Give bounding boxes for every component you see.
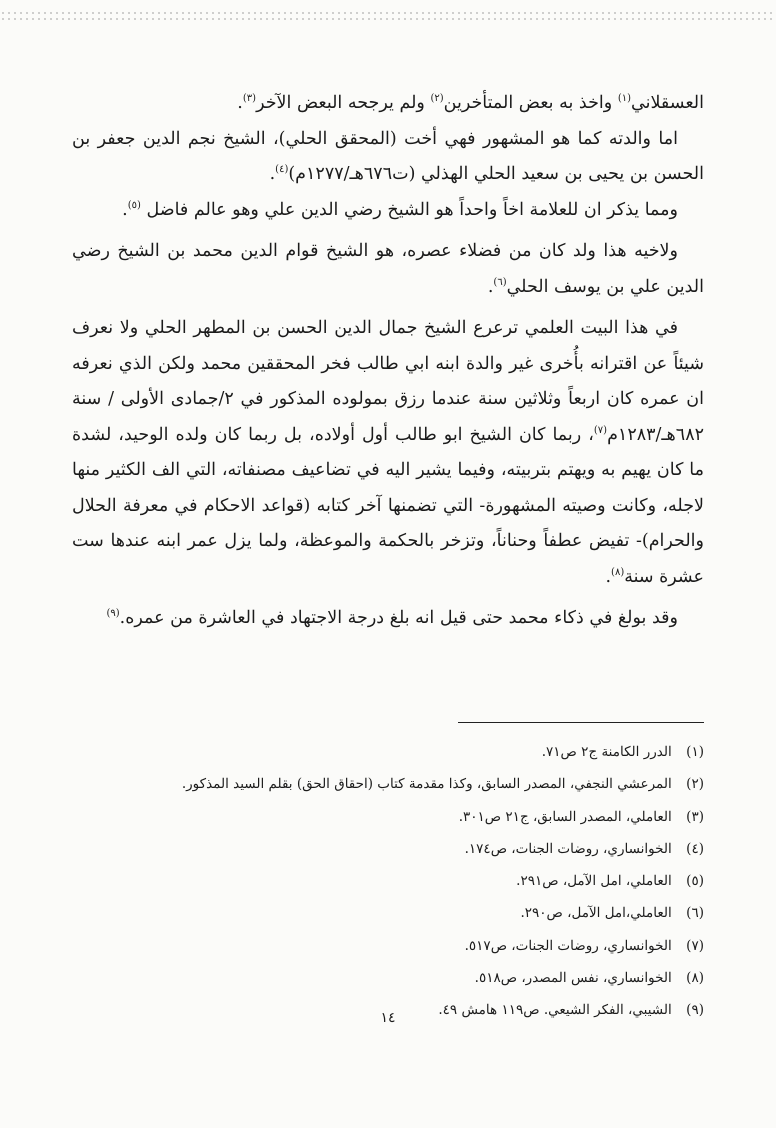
footnote-text: الخوانساري، روضات الجنات، ص٥١٧. (464, 937, 672, 954)
paragraph-text: ومما يذكر ان للعلامة اخاً واحداً هو الشيخ رضي الدين علي وهو عالم فاضل (140, 199, 678, 220)
footnote-number: (٩) (686, 1002, 704, 1019)
paragraph-text: وقد بولغ في ذكاء محمد حتى قيل انه بلغ درجة الاجتهاد في العاشرة من عمره. (119, 608, 678, 628)
paragraph-6 (72, 601, 704, 637)
footnote-reference: (٢) (430, 93, 444, 105)
paragraph-text: العسقلاني (631, 93, 704, 113)
footnote-text: الشيبي، الفكر الشيعي. ص١١٩ هامش ٤٩. (438, 1002, 672, 1019)
scan-dot-border (0, 10, 776, 22)
paragraph-text: ولم يرجحه البعض الآخر (256, 93, 431, 113)
footnote-number: (٦) (686, 905, 704, 922)
paragraph-4 (72, 234, 704, 305)
footnote-item (64, 865, 704, 897)
footnote-reference: (٦) (493, 276, 507, 288)
paragraph-text: . (237, 93, 243, 113)
footnote-reference: (٧) (593, 424, 608, 436)
paragraph-text: اما والدته كما هو المشهور فهي أخت (المحقق الحلي)، الشيخ نجم الدين جعفر بن الحسن بن يحيى بن سعيد الحلي الهذلي (ت٦٧٦هـ/١٢٧٧م) (72, 128, 704, 184)
footnote-reference: (٩) (106, 608, 120, 620)
footnote-item (64, 930, 704, 962)
footnote-item (64, 801, 704, 833)
footnote-text: العاملي، امل الآمل، ص٢٩١. (516, 873, 672, 890)
footnote-text: المرعشي النجفي، المصدر السابق، وكذا مقدمة كتاب (احقاق الحق) بقلم السيد المذكور. (181, 776, 672, 793)
paragraph-5 (72, 311, 704, 595)
paragraph-1 (72, 86, 704, 122)
footnote-text: الخوانساري، روضات الجنات، ص١٧٤. (464, 840, 672, 857)
footnotes-list (64, 736, 704, 1027)
paragraph-text: . (122, 199, 128, 220)
footnote-text: العاملي، المصدر السابق، ج٢١ ص٣٠١. (458, 808, 672, 825)
footnote-item (64, 833, 704, 865)
footnote-number: (٥) (686, 873, 704, 890)
footnote-text: الخوانساري، نفس المصدر، ص٥١٨. (474, 970, 672, 987)
paragraph-text: ولاخيه هذا ولد كان من فضلاء عصره، هو الشيخ قوام الدين محمد بن الشيخ رضي الدين علي بن يوسف الحلي (72, 241, 704, 297)
paragraph-text: ، ربما كان الشيخ ابو طالب أول أولاده، بل ربما كان ولده الوحيد، لشدة ما كان يهيم به ويهتم بتربيته، وفيما يشير اليه في تضاعيف مصنفاته، التي الف الكثير منها لاجله، وكانت وصيته المشهورة- التي تضمنها آخر كتابه (قواعد الاحكام في معرفة الحلال والحرام)- تفيض عطفاً وحناناً، وتزخر بالحكمة والموعظة، ولما يزل عمر ابنه عندها ست عشرة سنة (72, 424, 704, 587)
footnote-divider (458, 722, 704, 723)
paragraph-text: . (487, 276, 494, 297)
paragraph-text: واخذ به بعض المتأخرين (443, 93, 618, 113)
footnote-reference: (٥) (127, 199, 141, 211)
footnote-number: (٤) (686, 840, 704, 857)
footnote-number: (٨) (686, 970, 704, 987)
footnote-number: (٧) (686, 937, 704, 954)
page-number: ١٤ (380, 1010, 396, 1026)
footnote-reference: (١) (617, 93, 631, 105)
footnote-text: الدرر الكامنة ج٢ ص٧١. (541, 744, 672, 760)
paragraph-3 (72, 193, 704, 229)
footnote-number: (٣) (686, 808, 704, 825)
footnote-number: (١) (686, 744, 704, 760)
footnote-reference: (٨) (611, 566, 625, 578)
paragraph-text: في هذا البيت العلمي ترعرع الشيخ جمال الدين الحسن بن المطهر الحلي ولا نعرف شيئاً عن اقترانه بأُخرى غير والدة ابنه ابي طالب فخر المحققين محمد ولكن الذي نعرفه ان عمره كان اربعاً وثلاثين سنة عندما رزق بمولوده المذكور في ٢/جمادى الأولى / سنة ٦٨٢هـ/١٢٨٣م (72, 318, 704, 445)
paragraph-text: . (269, 164, 276, 184)
footnote-item (64, 962, 704, 994)
footnote-reference: (٣) (242, 93, 257, 105)
paragraph-text: . (605, 566, 612, 587)
footnote-text: العاملي،امل الآمل، ص٢٩٠. (520, 905, 672, 922)
footnote-item (64, 768, 704, 800)
page-body (72, 86, 704, 637)
paragraph-2 (72, 122, 704, 193)
footnote-reference: (٤) (275, 164, 289, 176)
footnote-item (64, 736, 704, 768)
footnote-item (64, 897, 704, 929)
footnote-number: (٢) (686, 776, 704, 793)
